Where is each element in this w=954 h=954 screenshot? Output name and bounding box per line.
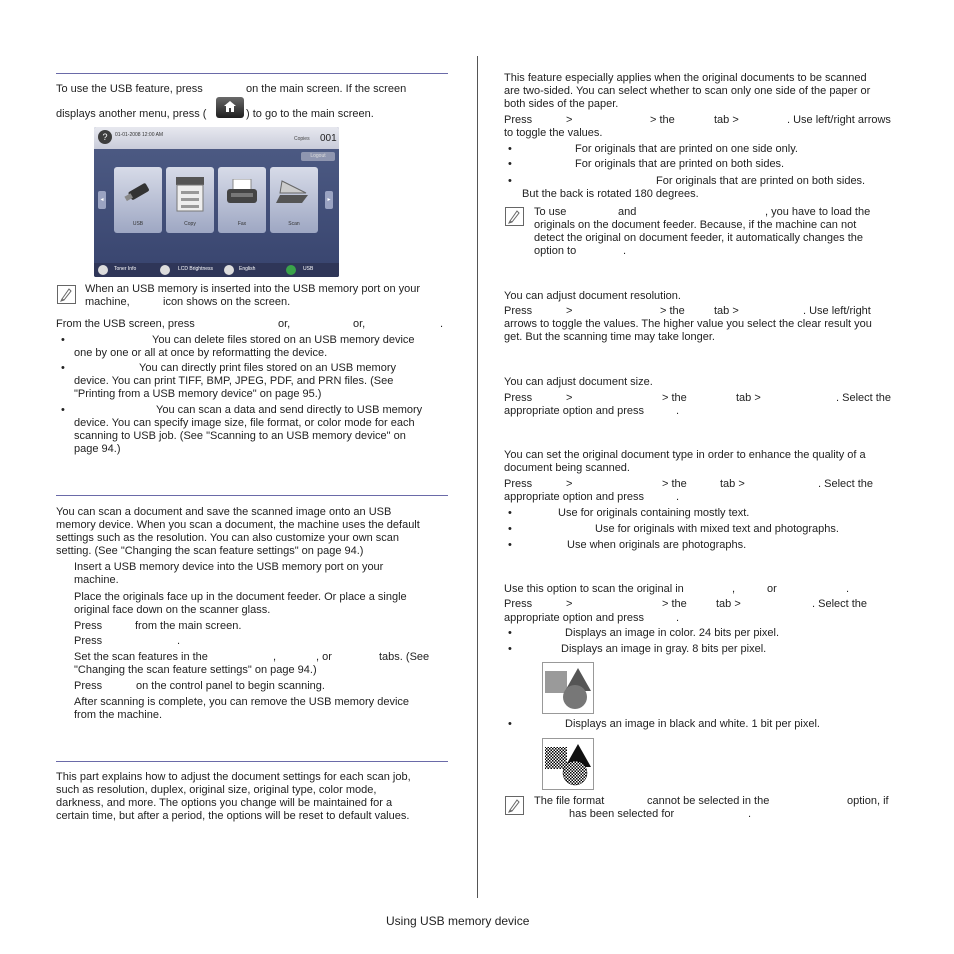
mono-sample-image: [542, 738, 594, 790]
copies-count: 001: [320, 133, 337, 144]
color-comma: ,: [732, 583, 736, 595]
screen-date: 01-01-2008 12:00 AM: [115, 132, 164, 138]
home-icon: [224, 101, 236, 112]
duplex-opt3-cont: But the back is rotated 180 degrees.: [522, 188, 699, 200]
duplex-desc-3: both sides of the paper.: [504, 98, 619, 110]
step2-line1: Place the originals face up in the document feeder. Or place a single: [74, 591, 407, 603]
color-opt-gray: Displays an image in gray. 8 bits per pixel.: [561, 643, 767, 655]
usb-print-desc-3: "Printing from a USB memory device" on page 95.): [74, 388, 322, 400]
screen-top-bar: [94, 127, 339, 149]
settings-intro-4: certain time, but after a period, the options will be reset to default values.: [56, 810, 410, 822]
note2-option: option to: [534, 245, 577, 257]
lcd-brightness-icon[interactable]: [160, 265, 170, 275]
step5-tabs: tabs. (See: [379, 651, 430, 663]
size-tab: tab >: [736, 392, 761, 404]
fax-tile[interactable]: [218, 167, 266, 233]
usb-screen-or1: or,: [278, 318, 291, 330]
duplex-gt1: >: [566, 114, 573, 126]
step7-line2: from the machine.: [74, 709, 163, 721]
note-icon: [57, 285, 76, 304]
duplex-the: > the: [650, 114, 675, 126]
fax-tile-label: Fax: [237, 221, 247, 227]
settings-intro-3: darkness, and more. The options you change will be maintained for a: [56, 797, 393, 809]
resolution-desc: You can adjust document resolution.: [504, 290, 681, 302]
duplex-tab: tab >: [714, 114, 739, 126]
usb-screen-period: .: [440, 318, 444, 330]
step5-or: , or: [316, 651, 332, 663]
color-appropriate: appropriate option and press: [504, 612, 645, 624]
usb-print-desc-1: You can directly print files stored on an USB memory: [139, 362, 396, 374]
help-button[interactable]: ?: [98, 130, 112, 144]
note2-line3: detect the original on document feeder, it automatically changes the: [534, 232, 863, 244]
section-rule: [56, 495, 448, 496]
type-desc-1: You can set the original document type in order to enhance the quality of a: [504, 449, 866, 461]
bullet-mark: •: [508, 507, 512, 519]
note3-fileformat: The file format: [534, 795, 605, 807]
duplex-arrows: . Use left/right arrows: [787, 114, 891, 126]
step3-press: Press: [74, 620, 103, 632]
type-tab: tab >: [720, 478, 745, 490]
step7-line1: After scanning is complete, you can remove the USB memory device: [74, 696, 410, 708]
bullet-mark: •: [508, 539, 512, 551]
column-divider: [477, 56, 478, 898]
scan-intro-1: You can scan a document and save the scanned image onto an USB: [56, 506, 392, 518]
toner-info-label[interactable]: Toner Info: [114, 266, 137, 272]
bullet-mark: •: [508, 143, 512, 155]
scan-tile[interactable]: [270, 167, 318, 233]
color-gt1: >: [566, 598, 573, 610]
res-gt1: >: [566, 305, 573, 317]
usb-screen-or2: or,: [353, 318, 366, 330]
res-tab: tab >: [714, 305, 739, 317]
type-opt-photo: Use when originals are photographs.: [567, 539, 747, 551]
scan-intro-3: settings such as the resolution. You can also customize your own scan: [56, 532, 400, 544]
size-gt1: >: [566, 392, 573, 404]
note-icon: [505, 207, 524, 226]
home-button[interactable]: [216, 97, 244, 118]
usb-intro-line1a: To use the USB feature, press: [56, 83, 203, 95]
usb-print-desc-2: device. You can print TIFF, BMP, JPEG, PDF, and PRN files. (See: [74, 375, 394, 387]
duplex-desc-2: are two-sided. You can select whether to scan only one side of the paper or: [504, 85, 871, 97]
size-press: Press: [504, 392, 533, 404]
logout-button[interactable]: Logout: [301, 152, 335, 161]
step2-line2: original face down on the scanner glass.: [74, 604, 271, 616]
note1-line2a: machine,: [85, 296, 130, 308]
device-main-screen: [94, 127, 339, 277]
bullet-mark: •: [508, 175, 512, 187]
type-select: . Select the: [818, 478, 874, 490]
type-the: > the: [662, 478, 687, 490]
note3-option: option, if: [847, 795, 889, 807]
usb-status-label[interactable]: USB: [303, 266, 314, 272]
copier-icon: [173, 173, 207, 213]
usb-scan-desc-1: You can scan a data and send directly to USB memory: [156, 404, 423, 416]
type-press: Press: [504, 478, 533, 490]
scanner-icon: [276, 177, 312, 207]
color-select: . Select the: [812, 598, 868, 610]
settings-intro-2: such as resolution, duplex, original size, original type, color mode,: [56, 784, 377, 796]
note3-cannot: cannot be selected in the: [647, 795, 770, 807]
step3-rest: from the main screen.: [135, 620, 242, 632]
copy-tile-label: Copy: [184, 221, 196, 227]
step6-rest: on the control panel to begin scanning.: [136, 680, 325, 692]
note1-line2b: icon shows on the screen.: [163, 296, 291, 308]
res-press: Press: [504, 305, 533, 317]
note2-and: and: [618, 206, 637, 218]
usb-scan-desc-3: scanning to USB job. (See "Scanning to an USB memory device" on: [74, 430, 406, 442]
bullet-mark: •: [508, 643, 512, 655]
size-the: > the: [662, 392, 687, 404]
scroll-right-arrow[interactable]: ▸: [325, 191, 333, 209]
copies-label: Copies: [294, 136, 310, 142]
fax-icon: [225, 179, 259, 209]
scan-intro-4: setting. (See "Changing the scan feature settings" on page 94.): [56, 545, 364, 557]
step1-line2: machine.: [74, 574, 119, 586]
step5-comma: ,: [273, 651, 277, 663]
size-period: .: [676, 405, 680, 417]
toner-info-icon[interactable]: [98, 265, 108, 275]
note2-touse: To use: [534, 206, 567, 218]
color-period1: .: [846, 583, 850, 595]
step5-line2: "Changing the scan feature settings" on page 94.): [74, 664, 317, 676]
res-line3: get. But the scanning time may take longer.: [504, 331, 715, 343]
usb-manage-desc-1: You can delete files stored on an USB memory device: [152, 334, 415, 346]
lcd-brightness-label[interactable]: LCD Brightness: [178, 266, 214, 272]
type-opt-mixed: Use for originals with mixed text and photographs.: [595, 523, 839, 535]
color-press: Press: [504, 598, 533, 610]
note3-selected: has been selected for: [569, 808, 675, 820]
bullet-mark: •: [61, 404, 65, 416]
step6-press: Press: [74, 680, 103, 692]
color-the: > the: [662, 598, 687, 610]
color-period: .: [676, 612, 680, 624]
size-appropriate: appropriate option and press: [504, 405, 645, 417]
note2-line2: originals on the document feeder. Because, if the machine can not: [534, 219, 857, 231]
bullet-mark: •: [61, 362, 65, 374]
duplex-press: Press: [504, 114, 533, 126]
usb-scan-desc-4: page 94.): [74, 443, 121, 455]
duplex-toggle: to toggle the values.: [504, 127, 603, 139]
res-arrows: . Use left/right: [803, 305, 871, 317]
usb-screen-press: From the USB screen, press: [56, 318, 195, 330]
step4-press: Press: [74, 635, 103, 647]
page-footer: Using USB memory device: [386, 914, 530, 928]
color-opt-mono: Displays an image in black and white. 1 bit per pixel.: [565, 718, 820, 730]
gray-sample-image: [542, 662, 594, 714]
usb-intro-line2b: ) to go to the main screen.: [246, 108, 374, 120]
color-tab: tab >: [716, 598, 741, 610]
section-rule: [56, 73, 448, 74]
note-icon: [505, 796, 524, 815]
usb-status-icon[interactable]: [286, 265, 296, 275]
copy-tile[interactable]: [166, 167, 214, 233]
duplex-opt1: For originals that are printed on one side only.: [575, 143, 798, 155]
note3-period: .: [748, 808, 752, 820]
note2-load: , you have to load the: [765, 206, 871, 218]
res-line2: arrows to toggle the values. The higher value you select the clear result you: [504, 318, 872, 330]
type-gt1: >: [566, 478, 573, 490]
color-opt-color: Displays an image in color. 24 bits per pixel.: [565, 627, 779, 639]
usb-intro-line2a: displays another menu, press (: [56, 108, 207, 120]
usb-scan-desc-2: device. You can specify image size, file format, or color mode for each: [74, 417, 415, 429]
step5-line1a: Set the scan features in the: [74, 651, 208, 663]
bullet-mark: •: [508, 158, 512, 170]
type-appropriate: appropriate option and press: [504, 491, 645, 503]
usb-tile[interactable]: [114, 167, 162, 233]
scroll-left-arrow[interactable]: ◂: [98, 191, 106, 209]
step1-line1: Insert a USB memory device into the USB memory port on your: [74, 561, 384, 573]
type-opt-text: Use for originals containing mostly text.: [558, 507, 750, 519]
language-globe-icon[interactable]: [224, 265, 234, 275]
scan-tile-label: Scan: [288, 221, 300, 227]
note2-period: .: [623, 245, 627, 257]
size-select: . Select the: [836, 392, 892, 404]
settings-intro-1: This part explains how to adjust the document settings for each scan job,: [56, 771, 411, 783]
res-the: > the: [660, 305, 685, 317]
screen-bottom-bar: [94, 263, 339, 277]
bullet-mark: •: [508, 627, 512, 639]
usb-drive-icon: [123, 177, 153, 207]
bullet-mark: •: [508, 523, 512, 535]
note1-line1: When an USB memory is inserted into the USB memory port on your: [85, 283, 421, 295]
language-label[interactable]: English: [239, 266, 256, 272]
color-or: or: [767, 583, 777, 595]
duplex-desc-1: This feature especially applies when the original documents to be scanned: [504, 72, 867, 84]
duplex-opt3: For originals that are printed on both sides.: [656, 175, 866, 187]
scan-intro-2: memory device. When you scan a document, the machine uses the default: [56, 519, 420, 531]
color-desc: Use this option to scan the original in: [504, 583, 684, 595]
type-period: .: [676, 491, 680, 503]
usb-manage-desc-2: one by one or all at once by reformatting the device.: [74, 347, 328, 359]
size-desc: You can adjust document size.: [504, 376, 653, 388]
duplex-opt2: For originals that are printed on both sides.: [575, 158, 785, 170]
step4-period: .: [177, 635, 181, 647]
bullet-mark: •: [61, 334, 65, 346]
bullet-mark: •: [508, 718, 512, 730]
section-rule: [56, 761, 448, 762]
type-desc-2: document being scanned.: [504, 462, 630, 474]
usb-intro-line1b: on the main screen. If the screen: [246, 83, 407, 95]
usb-tile-label: USB: [132, 221, 144, 227]
